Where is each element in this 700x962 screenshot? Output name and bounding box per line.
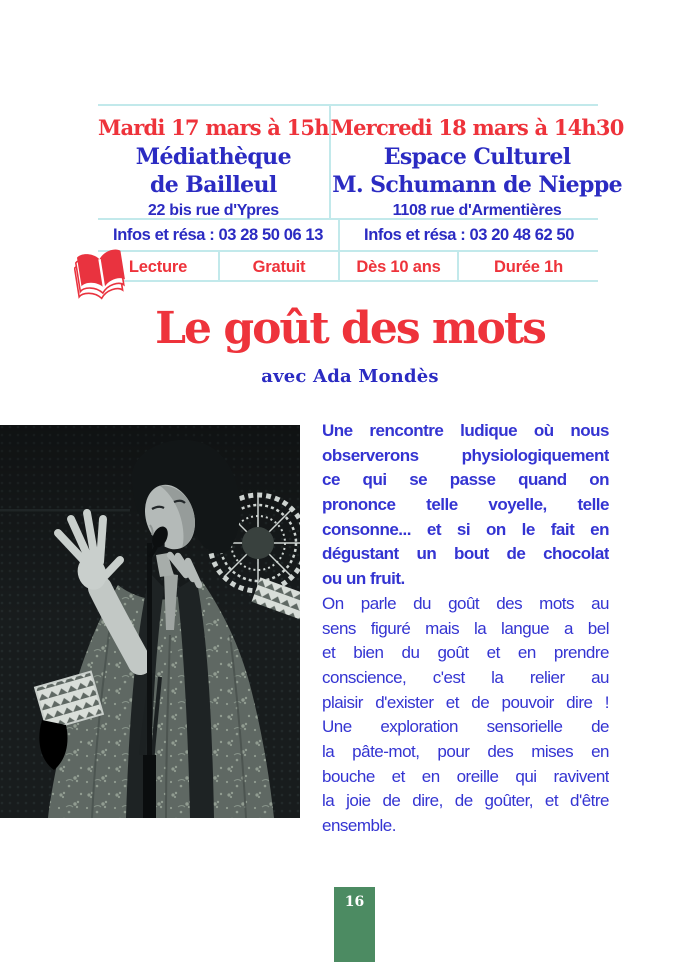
performer-photo xyxy=(0,425,300,818)
event-1-venue: Médiathèque de Bailleul xyxy=(135,144,291,198)
page-subtitle: avec Ada Mondès xyxy=(261,366,439,387)
event-1-phone: Infos et résa : 03 28 50 06 13 xyxy=(113,226,323,244)
event-2-date: Mercredi 18 mars à 14h30 xyxy=(330,115,624,140)
category-duration: Durée 1h xyxy=(457,252,598,280)
performer-photo-graphic xyxy=(0,425,300,818)
article-paragraph-2: On parle du goût des mots au sens figuré mais la langue a bel et bien du goût et en prendre conscience, c'est la relier au plaisir d'exister et de pouvoir dire ! Une exploration sensorielle de la pâte-mot, pour des mises en bouche et en oreille qui ravivent la joie de dire, de goûter, et d'être ensemble. xyxy=(322,593,609,835)
article-paragraph-1: Une rencontre ludique où nous observerons physiologiquement ce qui se passe quand on prononce telle voyelle, telle consonne... et si on le fait en dégustant un bout de chocolat ou un fruit. xyxy=(322,421,609,589)
category-age: Dès 10 ans xyxy=(338,252,457,280)
event-2-venue: Espace Culturel M. Schumann de Nieppe xyxy=(332,144,622,198)
page-title: Le goût des mots xyxy=(155,303,545,354)
event-1-date: Mardi 17 mars à 15h xyxy=(98,115,329,140)
article-text xyxy=(322,419,609,839)
page-number-tab xyxy=(334,887,375,962)
open-book-icon xyxy=(74,246,130,304)
event-2-address: 1108 rue d'Armentières xyxy=(392,202,562,219)
event-1-address: 22 bis rue d'Ypres xyxy=(147,202,279,219)
page-number: 16 xyxy=(344,894,365,910)
event-info-table xyxy=(98,104,624,282)
category-price: Gratuit xyxy=(218,252,338,280)
event-2-phone: Infos et résa : 03 20 48 62 50 xyxy=(338,220,598,250)
categories-row xyxy=(98,250,598,282)
event-2-cell xyxy=(329,106,624,218)
event-1-cell xyxy=(98,106,329,218)
category-type: Lecture xyxy=(128,258,188,276)
venues-row xyxy=(98,104,624,219)
infos-row xyxy=(98,218,598,250)
